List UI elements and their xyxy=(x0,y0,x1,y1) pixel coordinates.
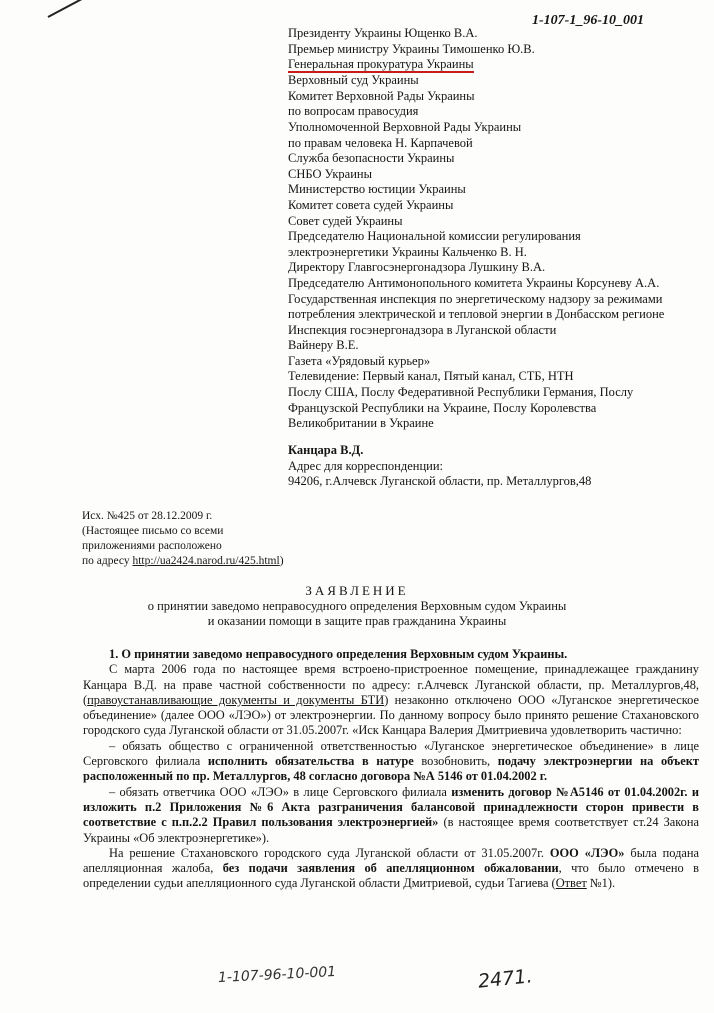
addressee-line: Председателю Антимонопольного комитета Украины Корсуневу А.А. xyxy=(288,275,660,290)
paragraph-3 xyxy=(83,785,699,846)
addressee-line: Великобритании в Украине xyxy=(288,416,434,431)
red-underlined-addressee: Генеральная прокуратура Украины xyxy=(288,57,474,72)
documents-link[interactable]: правоустанавливающие документы и документы БТИ xyxy=(87,692,385,707)
paragraph-4 xyxy=(83,846,699,892)
addressee-line: Французской Республики на Украине, Послу Королевства xyxy=(288,400,597,415)
outgoing-reference xyxy=(82,509,342,569)
addressee-line: Премьер министру Украины Тимошенко Ю.В. xyxy=(288,41,535,56)
section-heading: 1. О принятии заведомо неправосудного определения Верховным судом Украины. xyxy=(109,647,568,661)
sender-address-label: Адрес для корреспонденции: xyxy=(288,458,444,473)
handwritten-id: 1-107-96-10-001 xyxy=(217,963,337,987)
addressee-line-highlighted xyxy=(288,57,708,73)
addressee-line: Газета «Урядовый курьер» xyxy=(288,353,431,368)
addressee-line: Министерство юстиции Украины xyxy=(288,182,466,197)
sender-address: 94206, г.Алчевск Луганской области, пр. Металлургов,48 xyxy=(288,474,592,489)
text-run: №1). xyxy=(586,876,616,891)
pen-mark xyxy=(48,0,86,18)
statement-body xyxy=(83,647,699,892)
paragraph-2 xyxy=(83,739,699,785)
addressee-line: Телевидение: Первый канал, Пятый канал, СТБ, НТН xyxy=(288,369,574,384)
addressee-line: Вайнеру В.Е. xyxy=(288,338,359,353)
text-run: ) незаконно отключено ООО «Луганское энергетическое объединение» (далее ООО «ЛЭО») от электроэнергии. По данному вопросу было принято решение Стахановского городского суда Луганской области от 31.05.2007г. «Иск Канцара Валерия Дмитриевича удовлетворить частично: xyxy=(83,692,699,738)
addressee-line: Служба безопасности Украины xyxy=(288,151,455,166)
addressee-line: потребления электрической и тепловой энергии в Донбасском регионе xyxy=(288,307,665,322)
outgoing-note-3-line xyxy=(82,554,342,569)
document-id: 1-107-1_96-10_001 xyxy=(532,13,644,28)
addressee-line: Инспекция госэнергонадзора в Луганской области xyxy=(288,322,557,337)
addressee-line: Председателю Национальной комиссии регулирования xyxy=(288,229,581,244)
addressee-line: Верховный суд Украины xyxy=(288,73,419,88)
sender-name: Канцара В.Д. xyxy=(288,443,364,457)
addressee-line: по вопросам правосудия xyxy=(288,104,419,119)
sender-block xyxy=(288,443,708,490)
addressee-line: Послу США, Послу Федеративной Республики Германия, Послу xyxy=(288,385,634,400)
addressee-line: по правам человека Н. Карпачевой xyxy=(288,135,473,150)
text-run: (в настоящее время соответствует ст.24 Закона Украины «Об электроэнергетике»). xyxy=(83,815,699,845)
addressee-line: Комитет совета судей Украины xyxy=(288,197,454,212)
bold-run: исполнить обязательства в натуре xyxy=(207,754,414,769)
text-run: , что было отмечено в определении судьи апелляционного суда Луганской области Дмитриевой, судьи Тагиева ( xyxy=(83,861,699,891)
statement-title xyxy=(0,583,714,630)
outgoing-note-1: (Настоящее письмо со всеми xyxy=(82,525,224,537)
handwritten-page-number: 2471. xyxy=(476,965,534,993)
addressee-line: электроэнергетики Украины Кальченко В. Н. xyxy=(288,244,527,259)
addressee-line: Совет судей Украины xyxy=(288,213,403,228)
text-run: С марта 2006 года по настоящее время встроено-пристроенное помещение, принадлежащее гражданину Канцара В.Д. на праве частной собственности по адресу: г.Алчевск Луганской области, пр. Металлургов,48, ( xyxy=(83,662,699,707)
outgoing-note-2: приложениями расположено xyxy=(82,540,222,552)
bold-run: изменить договор №А5146 от 01.04.2002г. и изложить п.2 Приложения №6 Акта разграничения балансовой принадлежности сторон привести в соответствие с п.п.2.2 Правил пользования электроэнергией» xyxy=(83,784,700,830)
text-run: На решение Стахановского городского суда Луганской области от 31.05.2007г. xyxy=(109,845,550,860)
outgoing-note-3: по адресу xyxy=(82,555,133,567)
addressee-line: Государственная инспекция по энергетическому надзору за режимами xyxy=(288,291,663,306)
bold-run: ООО «ЛЭО» xyxy=(549,845,625,860)
addressee-line: Директору Главгосэнергонадзора Лушкину В.А. xyxy=(288,260,546,275)
title-line-1: о принятии заведомо неправосудного определения Верховным судом Украины xyxy=(147,598,567,613)
addressee-line: Президенту Украины Ющенко В.А. xyxy=(288,26,478,40)
bold-run: без подачи заявления об апелляционном обжаловании xyxy=(222,861,559,876)
bold-run: подачу электроэнергии на объект расположенный по пр. Металлургов, 48 согласно договора №А 5146 от 01.04.2002 г. xyxy=(83,754,699,784)
answer-link[interactable]: Ответ xyxy=(555,876,587,891)
text-run: – обязать общество с ограниченной ответственностью «Луганское энергетическое объединение» в лице Серговского филиала xyxy=(83,738,699,769)
addressee-list xyxy=(288,26,708,432)
text-run: была подана апелляционная жалоба, xyxy=(83,845,699,876)
title-heading: ЗАЯВЛЕНИЕ xyxy=(305,583,409,598)
text-run: – обязать ответчика ООО «ЛЭО» в лице Серговского филиала xyxy=(109,784,452,799)
text-run: возобновить, xyxy=(413,754,498,769)
addressee-line: Комитет Верховной Рады Украины xyxy=(288,88,475,103)
outgoing-url-link[interactable]: http://ua2424.narod.ru/425.html xyxy=(132,555,280,567)
addressee-line: Уполномоченной Верховной Рады Украины xyxy=(288,119,522,134)
addressee-line: СНБО Украины xyxy=(288,166,373,181)
paragraph-1 xyxy=(83,662,699,738)
outgoing-note-end: ) xyxy=(279,555,284,567)
title-line-2: и оказании помощи в защите прав гражданина Украины xyxy=(207,614,507,628)
outgoing-number: Исх. №425 от 28.12.2009 г. xyxy=(82,510,213,522)
